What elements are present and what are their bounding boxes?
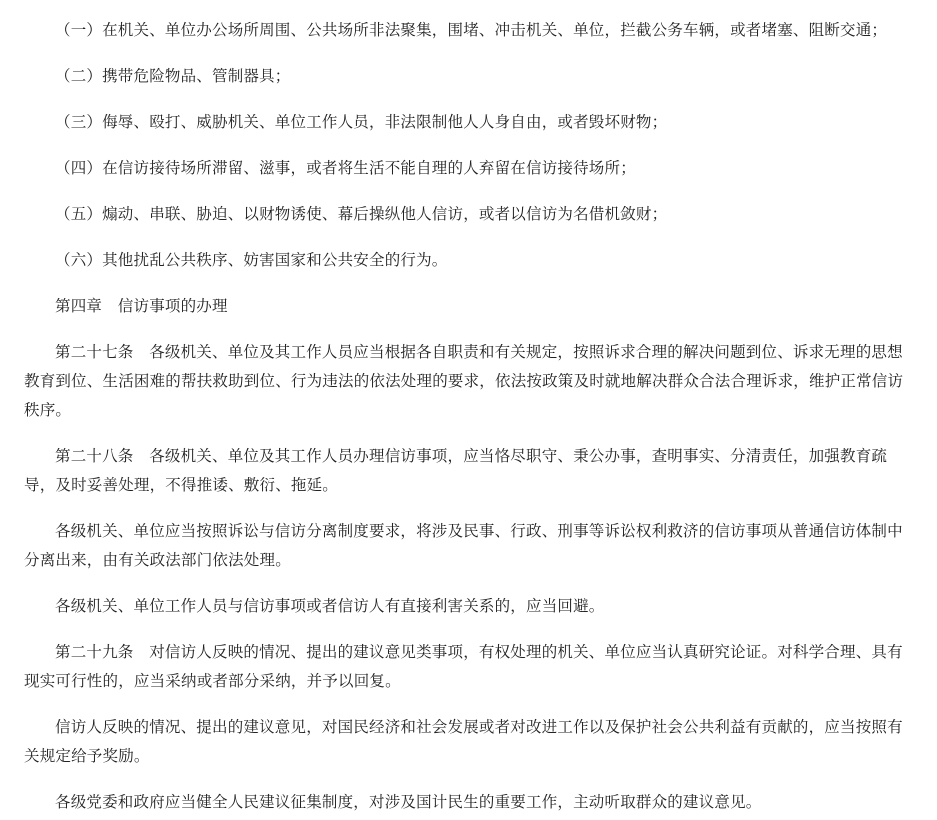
article-28-paragraph-3: 各级机关、单位工作人员与信访事项或者信访人有直接利害关系的，应当回避。 bbox=[55, 597, 605, 615]
list-item-5: （五）煽动、串联、胁迫、以财物诱使、幕后操纵他人信访，或者以信访为名借机敛财； bbox=[55, 205, 668, 223]
chapter-heading: 第四章 信访事项的办理 bbox=[55, 297, 228, 315]
article-29-paragraph-2: 信访人反映的情况、提出的建议意见，对国民经济和社会发展或者对改进工作以及保护社会公共利益有贡献的，应当按照有关规定给予奖励。 bbox=[24, 718, 903, 765]
article-29-paragraph-3: 各级党委和政府应当健全人民建议征集制度，对涉及国计民生的重要工作，主动听取群众的建议意见。 bbox=[55, 793, 762, 811]
article-28-paragraph-2: 各级机关、单位应当按照诉讼与信访分离制度要求，将涉及民事、行政、刑事等诉讼权利救济的信访事项从普通信访体制中分离出来，由有关政法部门依法处理。 bbox=[24, 522, 903, 569]
list-item-2: （二）携带危险物品、管制器具； bbox=[55, 67, 291, 85]
document-body bbox=[24, 0, 913, 817]
article-29: 第二十九条 对信访人反映的情况、提出的建议意见类事项，有权处理的机关、单位应当认真研究论证。对科学合理、具有现实可行性的，应当采纳或者部分采纳，并予以回复。 bbox=[24, 643, 903, 690]
article-27: 第二十七条 各级机关、单位及其工作人员应当根据各自职责和有关规定，按照诉求合理的解决问题到位、诉求无理的思想教育到位、生活困难的帮扶救助到位、行为违法的依法处理的要求，依法按政策及时就地解决群众合法合理诉求，维护正常信访秩序。 bbox=[24, 343, 904, 419]
list-item-1: （一）在机关、单位办公场所周围、公共场所非法聚集，围堵、冲击机关、单位，拦截公务车辆，或者堵塞、阻断交通； bbox=[55, 21, 888, 39]
article-28: 第二十八条 各级机关、单位及其工作人员办理信访事项，应当恪尽职守、秉公办事，查明事实、分清责任，加强教育疏导，及时妥善处理，不得推诿、敷衍、拖延。 bbox=[24, 447, 888, 494]
list-item-3: （三）侮辱、殴打、威胁机关、单位工作人员，非法限制他人人身自由，或者毁坏财物； bbox=[55, 113, 668, 131]
list-item-4: （四）在信访接待场所滞留、滋事，或者将生活不能自理的人弃留在信访接待场所； bbox=[55, 159, 636, 177]
list-item-6: （六）其他扰乱公共秩序、妨害国家和公共安全的行为。 bbox=[55, 251, 448, 269]
